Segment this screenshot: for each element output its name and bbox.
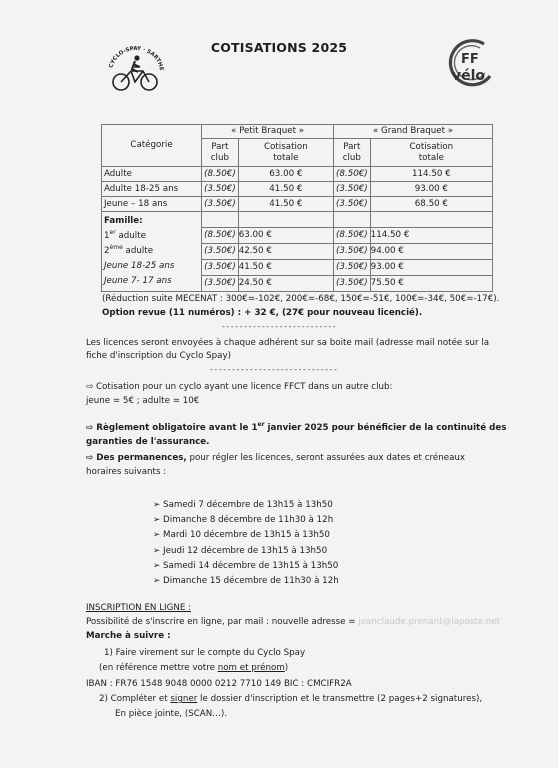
cell-part-club: (8.50€) — [202, 167, 239, 182]
cell-cotisation: 93.00 € — [370, 182, 492, 197]
svg-text:CYCLO-SPAY · SARTHE: CYCLO-SPAY · SARTHE — [108, 45, 165, 72]
table-header-row — [102, 125, 493, 139]
list-item: ➢ Dimanche 8 décembre de 11h30 à 12h — [153, 515, 334, 526]
mecenat-note: (Réduction suite MECENAT : 300€=-102€, 200€=-68€, 150€=-51€, 100€=-34€, 50€=-17€). — [102, 294, 500, 304]
famille-label: Famille: — [104, 216, 143, 226]
step-1: 1) Faire virement sur le compte du Cyclo Spay — [104, 648, 306, 658]
licences-line-2: fiche d'inscription du Cyclo Spay) — [86, 351, 232, 361]
subheader-cotisation-2: Cotisation totale — [370, 139, 492, 167]
cell-part-club: (3.50€) — [202, 182, 239, 197]
cell-part-club: (3.50€) — [334, 197, 371, 212]
reglement-line-1: ⇨ Règlement obligatoire avant le 1er janvier 2025 pour bénéficier de la continuité des — [86, 421, 507, 433]
list-item: ➢ Dimanche 15 décembre de 11h30 à 12h — [153, 576, 339, 587]
header-petit-braquet: « Petit Braquet » — [202, 125, 334, 139]
cell-famille-part-club-2: (8.50€) (3.50€) (3.50€) (3.50€) — [334, 212, 371, 292]
cell-part-club: (8.50€) — [334, 167, 371, 182]
table-row — [102, 197, 493, 212]
svg-text:FF: FF — [461, 52, 479, 67]
famille-cat-1: 1er adulte — [104, 229, 146, 241]
header-categorie: Catégorie — [102, 125, 202, 167]
header-grand-braquet: « Grand Braquet » — [334, 125, 493, 139]
cell-famille-cotisation-1: 63.00 € 42.50 € 41.50 € 24.50 € — [238, 212, 333, 292]
separator-line: - - - - - - - - - - - - - - - - - - - - - - - - - - - - - — [210, 365, 337, 374]
option-revue: Option revue (11 numéros) : + 32 €, (27€ pour nouveau licencié). — [102, 308, 423, 318]
iban-line: IBAN : FR76 1548 9048 0000 0212 7710 149 BIC : CMCIFR2A — [86, 679, 352, 689]
famille-cat-4: Jeune 7- 17 ans — [104, 276, 172, 286]
autre-club-line-1: ⇨ Cotisation pour un cyclo ayant une licence FFCT dans un autre club: — [86, 382, 393, 392]
cell-cotisation: 114.50 € — [370, 167, 492, 182]
reference-line: (en référence mettre votre nom et prénom) — [99, 663, 289, 673]
permanences-list — [153, 498, 339, 589]
cell-categorie: Jeune – 18 ans — [102, 197, 202, 212]
list-item: ➢ Mardi 10 décembre de 13h15 à 13h50 — [153, 530, 330, 541]
table-row — [102, 167, 493, 182]
permanences-line-1: ⇨ Des permanences, pour régler les licences, seront assurées aux dates et créneaux — [86, 453, 466, 463]
subheader-part-club-2: Part club — [334, 139, 371, 167]
famille-row — [102, 212, 493, 292]
autre-club-line-2: jeune = 5€ ; adulte = 10€ — [86, 396, 200, 406]
svg-text:vélo: vélo — [452, 68, 486, 84]
cell-categorie: Adulte 18-25 ans — [102, 182, 202, 197]
list-item: ➢ Samedi 14 décembre de 13h15 à 13h50 — [153, 560, 339, 571]
cell-part-club: (3.50€) — [202, 197, 239, 212]
subheader-cotisation-1: Cotisation totale — [238, 139, 333, 167]
licences-line-1: Les licences seront envoyées à chaque adhérent sur sa boite mail (adresse mail notée sur la — [86, 338, 490, 348]
subheader-part-club-1: Part club — [202, 139, 239, 167]
step-2: 2) Compléter et signer le dossier d'inscription et le transmettre (2 pages+2 signatures), — [99, 694, 483, 704]
step-2-line-2: En pièce jointe, (SCAN…). — [115, 709, 228, 719]
cell-famille-categories — [102, 212, 202, 292]
reglement-line-2: garanties de l'assurance. — [86, 437, 210, 447]
cell-part-club: (3.50€) — [334, 182, 371, 197]
cell-cotisation: 41.50 € — [238, 197, 333, 212]
marche-a-suivre: Marche à suivre : — [86, 631, 171, 641]
table-row — [102, 182, 493, 197]
famille-cat-3: Jeune 18-25 ans — [104, 261, 175, 271]
cell-cotisation: 41.50 € — [238, 182, 333, 197]
ffvelo-logo — [440, 38, 498, 88]
separator-line: - - - - - - - - - - - - - - - - - - - - - - - - - - — [222, 322, 336, 331]
inscription-possibilite: Possibilité de s'inscrire en ligne, par mail : nouvelle adresse = jeanclaude.prenant@laposte.net — [86, 617, 501, 627]
permanences-line-2: horaires suivants : — [86, 467, 167, 477]
cotisation-table — [101, 124, 493, 292]
page-title: COTISATIONS 2025 — [210, 40, 348, 55]
cell-famille-part-club-1: (8.50€) (3.50€) (3.50€) (3.50€) — [202, 212, 239, 292]
cell-categorie: Adulte — [102, 167, 202, 182]
inscription-email: jeanclaude.prenant@laposte.net — [358, 617, 501, 627]
cell-cotisation: 63.00 € — [238, 167, 333, 182]
inscription-heading: INSCRIPTION EN LIGNE : — [86, 603, 192, 613]
cell-cotisation: 68.50 € — [370, 197, 492, 212]
list-item: ➢ Samedi 7 décembre de 13h15 à 13h50 — [153, 500, 333, 510]
famille-cat-2: 2ème adulte — [104, 244, 154, 256]
list-item: ➢ Jeudi 12 décembre de 13h15 à 13h50 — [153, 545, 328, 556]
cell-famille-cotisation-2: 114.50 € 94.00 € 93.00 € 75.50 € — [370, 212, 492, 292]
